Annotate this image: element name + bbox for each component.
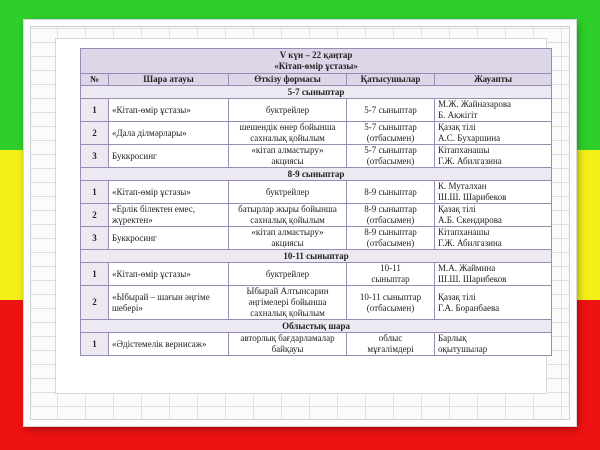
row-name: «Дала ділмәрлары» bbox=[109, 122, 229, 145]
row-name: «Әдістемелік вернисаж» bbox=[109, 333, 229, 356]
header-name: Шара атауы bbox=[109, 74, 229, 86]
row-responsible: Қазақ тілі А.С. Бухаршина bbox=[435, 122, 552, 145]
row-participants: 10-11 сыныптар bbox=[347, 263, 435, 286]
row-name: «Кітап-өмір ұстазы» bbox=[109, 99, 229, 122]
table-row bbox=[81, 145, 552, 168]
row-responsible: Қазақ тілі Г.А. Боранбаева bbox=[435, 286, 552, 320]
row-num: 3 bbox=[81, 145, 109, 168]
row-participants: 5-7 сыныптар bbox=[347, 99, 435, 122]
table-row bbox=[81, 122, 552, 145]
row-form: буктрейлер bbox=[229, 263, 347, 286]
row-num: 1 bbox=[81, 263, 109, 286]
header-form: Өткізу формасы bbox=[229, 74, 347, 86]
row-participants: 8-9 сыныптар (отбасымен) bbox=[347, 227, 435, 250]
group-label: Облыстық шара bbox=[81, 320, 552, 333]
row-num: 2 bbox=[81, 122, 109, 145]
table-row bbox=[81, 227, 552, 250]
table-row bbox=[81, 286, 552, 320]
header-row bbox=[81, 74, 552, 86]
row-num: 2 bbox=[81, 204, 109, 227]
row-participants: 8-9 сыныптар bbox=[347, 181, 435, 204]
row-responsible: Қазақ тілі А.Б. Скендирова bbox=[435, 204, 552, 227]
header-responsible: Жауапты bbox=[435, 74, 552, 86]
table-row bbox=[81, 99, 552, 122]
table-title bbox=[81, 49, 552, 74]
row-num: 1 bbox=[81, 333, 109, 356]
row-responsible: Кітапханашы Г.Ж. Абилгазина bbox=[435, 227, 552, 250]
row-name: Буккросинг bbox=[109, 145, 229, 168]
group-label: 10-11 сыныптар bbox=[81, 250, 552, 263]
table-row bbox=[81, 333, 552, 356]
row-responsible: М.А. Жаймина Ш.Ш. Шарибеков bbox=[435, 263, 552, 286]
row-form: авторлық бағдарламалар байқауы bbox=[229, 333, 347, 356]
row-participants: 5-7 сыныптар (отбасымен) bbox=[347, 145, 435, 168]
row-form: Ыбырай Алтынсарин әңгімелері бойынша сахналық қойылым bbox=[229, 286, 347, 320]
title-date: V күн – 22 қаңтар bbox=[279, 50, 353, 60]
row-participants: 5-7 сыныптар (отбасымен) bbox=[347, 122, 435, 145]
row-form: буктрейлер bbox=[229, 99, 347, 122]
row-num: 1 bbox=[81, 181, 109, 204]
row-num: 2 bbox=[81, 286, 109, 320]
row-name: «Ерлік білектен емес, жүректен» bbox=[109, 204, 229, 227]
group-row bbox=[81, 320, 552, 333]
row-form: батырлар жыры бойынша сахналық қойылым bbox=[229, 204, 347, 227]
table-row bbox=[81, 204, 552, 227]
row-responsible: Кітапханашы Г.Ж. Абилгазина bbox=[435, 145, 552, 168]
row-responsible: М.Ж. Жайназарова Б. Акжігіт bbox=[435, 99, 552, 122]
row-name: Буккросинг bbox=[109, 227, 229, 250]
row-participants: 10-11 сыныптар (отбасымен) bbox=[347, 286, 435, 320]
header-participants: Қатысушылар bbox=[347, 74, 435, 86]
row-form: «кітап алмастыру» акциясы bbox=[229, 227, 347, 250]
row-form: буктрейлер bbox=[229, 181, 347, 204]
row-form: «кітап алмастыру» акциясы bbox=[229, 145, 347, 168]
schedule-table bbox=[80, 48, 552, 356]
row-num: 3 bbox=[81, 227, 109, 250]
group-label: 5-7 сыныптар bbox=[81, 86, 552, 99]
row-name: «Кітап-өмір ұстазы» bbox=[109, 263, 229, 286]
group-row bbox=[81, 86, 552, 99]
group-row bbox=[81, 168, 552, 181]
header-num: № bbox=[81, 74, 109, 86]
table-title-row bbox=[81, 49, 552, 74]
row-num: 1 bbox=[81, 99, 109, 122]
row-form: шешендік өнер бойынша сахналық қойылым bbox=[229, 122, 347, 145]
row-name: «Ыбырай – шағын әңгіме шебері» bbox=[109, 286, 229, 320]
table-row bbox=[81, 181, 552, 204]
group-row bbox=[81, 250, 552, 263]
title-theme: «Кітап-өмір ұстазы» bbox=[274, 61, 358, 71]
row-responsible: Барлық оқытушылар bbox=[435, 333, 552, 356]
row-participants: облыс мұғалімдері bbox=[347, 333, 435, 356]
group-label: 8-9 сыныптар bbox=[81, 168, 552, 181]
row-participants: 8-9 сыныптар (отбасымен) bbox=[347, 204, 435, 227]
table-row bbox=[81, 263, 552, 286]
row-name: «Кітап-өмір ұстазы» bbox=[109, 181, 229, 204]
row-responsible: К. Муталхан Ш.Ш. Шарибеков bbox=[435, 181, 552, 204]
